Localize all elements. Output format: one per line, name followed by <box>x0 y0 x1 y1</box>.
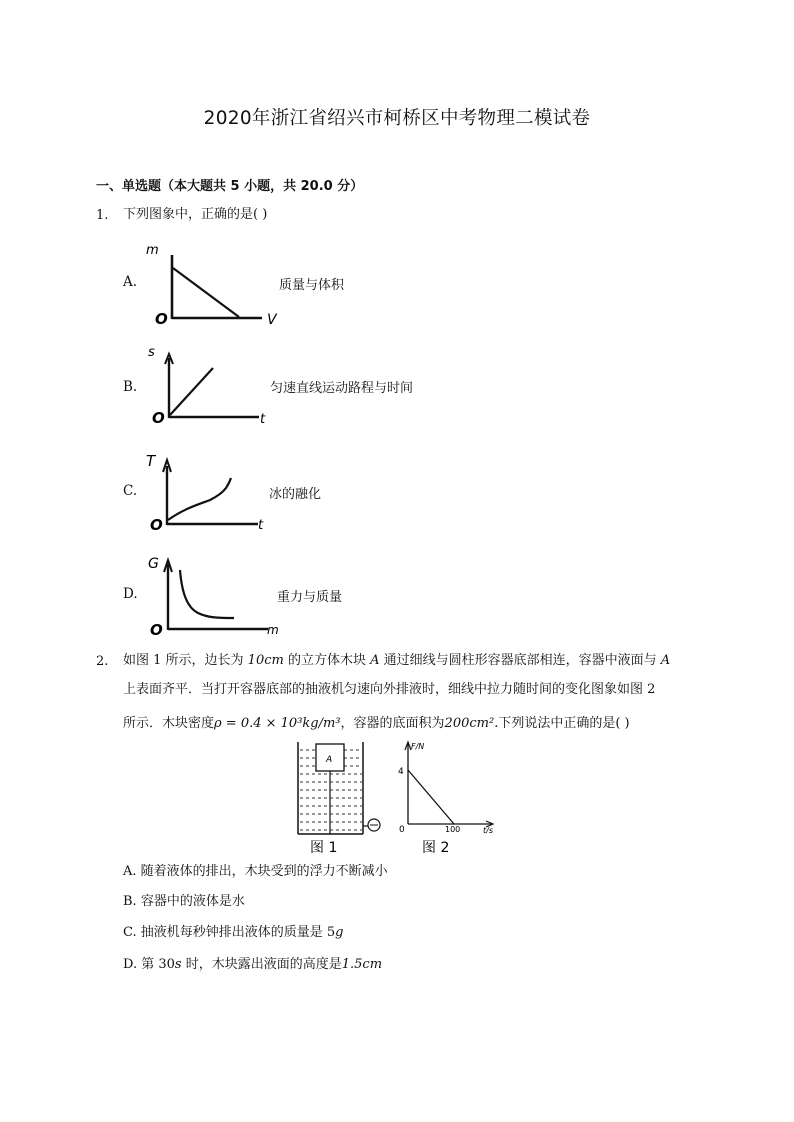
text: .下列说法中正确的是( ) <box>494 716 630 731</box>
question-line-2: 上表面齐平．当打开容器底部的抽液机匀速向外排液时，细线中拉力随时间的变化图象如图 2 <box>123 682 656 697</box>
text: 通过细线与圆柱形容器底部相连，容器中液面与 <box>379 653 661 668</box>
option-letter: C. <box>123 925 137 940</box>
figure-1-container <box>288 738 388 858</box>
graph-gravity-mass <box>140 550 290 640</box>
y-axis-label: F/N <box>411 742 425 751</box>
option-text: 抽液机每秒钟排出液体的质量是 5 <box>140 925 336 940</box>
origin-label: O <box>150 516 163 534</box>
option-text: 随着液体的排出，木块受到的浮力不断减小 <box>140 864 388 879</box>
question-line-3 <box>123 709 630 738</box>
option-text: 第 30 <box>141 957 175 972</box>
block-label: A <box>326 755 333 765</box>
y-axis-label: G <box>148 556 159 572</box>
x-axis-label: t <box>260 412 266 427</box>
text: 所示．木块密度 <box>123 716 215 731</box>
y-axis-label: m <box>146 243 159 258</box>
origin-label: O <box>155 310 168 328</box>
option-text: 容器中的液体是水 <box>140 894 245 909</box>
option-text: 质量与体积 <box>279 278 345 293</box>
text: 的立方体木块 <box>283 653 371 668</box>
question-line-1 <box>123 646 703 675</box>
math-var: A <box>370 653 380 668</box>
graph-distance-time <box>140 340 290 430</box>
x-tick-label: 100 <box>445 825 461 834</box>
option-d <box>123 953 382 972</box>
option-letter: B. <box>123 894 137 909</box>
x-axis-label: V <box>267 312 277 328</box>
option-letter: B. <box>123 379 138 395</box>
x-axis-label: t <box>258 518 264 533</box>
origin-label: 0 <box>399 825 405 835</box>
question-stem: 下列图象中，正确的是( ) <box>123 207 268 222</box>
graph-curve <box>168 478 231 520</box>
option-b <box>123 890 245 909</box>
math-density: ρ = 0.4 × 10³kg/m³ <box>214 716 341 731</box>
graph-line <box>173 268 239 317</box>
question-number: 2. <box>96 654 109 669</box>
figure-caption: 图 2 <box>422 840 450 856</box>
force-line <box>408 770 454 824</box>
section-heading: 一、单选题（本大题共 5 小题，共 20.0 分） <box>96 179 364 194</box>
graph-curve <box>180 570 234 618</box>
math-area: 200cm² <box>444 716 495 731</box>
page-title: 2020年浙江省绍兴市柯桥区中考物理二模试卷 <box>203 108 591 129</box>
math-length: 10cm <box>247 653 284 668</box>
option-letter: D. <box>123 957 138 972</box>
math-value: 1.5cm <box>341 957 383 972</box>
y-tick-label: 4 <box>398 767 404 777</box>
origin-label: O <box>150 621 163 639</box>
y-axis-label: s <box>148 345 155 360</box>
option-text: 重力与质量 <box>277 590 343 605</box>
option-letter: C. <box>123 483 138 499</box>
y-axis-label: T <box>146 452 156 470</box>
graph-line <box>170 368 213 415</box>
math-unit: g <box>335 925 344 940</box>
figure-caption: 图 1 <box>310 840 338 856</box>
math-unit: s <box>174 957 182 972</box>
x-axis-label: t/s <box>483 826 493 835</box>
figure-2-force-time-graph <box>394 738 504 858</box>
option-letter: A. <box>123 274 138 290</box>
option-text: 冰的融化 <box>269 487 322 502</box>
origin-label: O <box>152 409 165 427</box>
graph-ice-melting <box>140 448 290 538</box>
option-a <box>123 860 388 879</box>
question-number: 1. <box>96 208 109 223</box>
x-axis-label: m <box>267 623 279 637</box>
option-c <box>123 921 344 940</box>
graph-mass-volume <box>140 238 290 330</box>
option-text: 时，木块露出液面的高度是 <box>181 957 342 972</box>
option-letter: D. <box>123 586 138 602</box>
text: 如图 1 所示，边长为 <box>123 653 248 668</box>
text: ，容器的底面积为 <box>340 716 445 731</box>
math-var: A <box>660 653 671 668</box>
option-letter: A. <box>123 864 137 879</box>
option-text: 匀速直线运动路程与时间 <box>270 381 414 396</box>
